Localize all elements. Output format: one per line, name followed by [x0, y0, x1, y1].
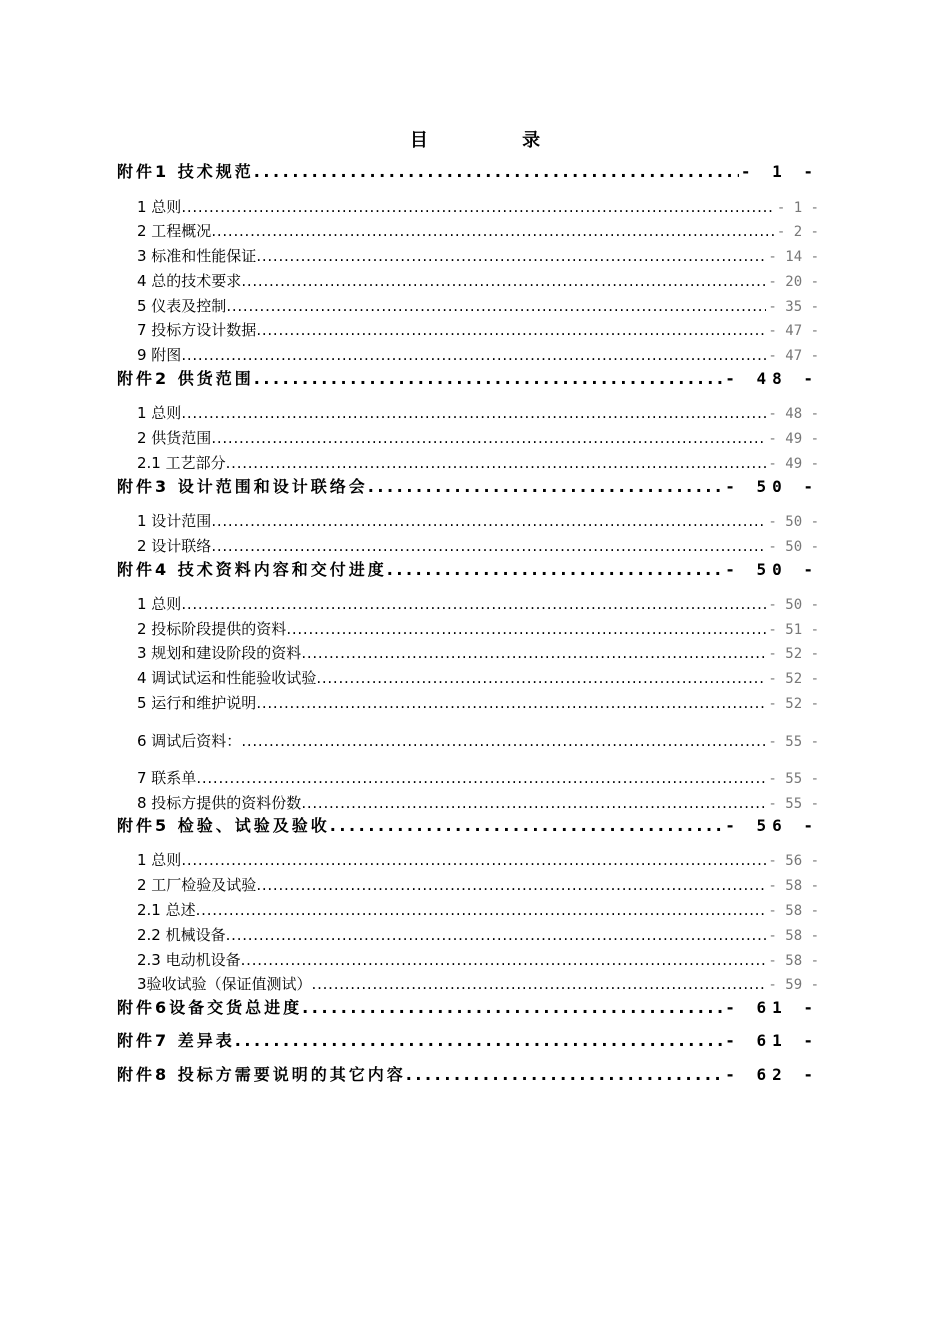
toc-entry[interactable] [137, 667, 819, 689]
toc-entry-page: - 49 - [768, 431, 819, 447]
toc-entry-page: - 2 - [776, 224, 819, 240]
dot-leader [301, 642, 766, 664]
toc-entry[interactable] [137, 973, 819, 995]
toc-entry-label: 2 投标阶段提供的资料 [137, 620, 287, 638]
toc-entry-label: 2 供货范围 [137, 429, 212, 447]
toc-entry-page: - 62 - [725, 1065, 819, 1084]
toc-entry-label: 1 总则 [137, 851, 182, 869]
toc-entry-page: - 50 - [768, 539, 819, 555]
toc-entry-label: 附件3 设计范围和设计联络会 [117, 477, 368, 496]
dot-leader [254, 368, 723, 390]
toc-entry[interactable] [137, 849, 819, 871]
dot-leader [181, 593, 766, 615]
dot-leader [181, 196, 775, 218]
toc-entry[interactable] [137, 319, 819, 341]
toc-entry-label: 附件5 检验、试验及验收 [117, 816, 330, 835]
toc-entry[interactable] [137, 270, 819, 292]
dot-leader [256, 319, 766, 341]
dot-leader [312, 973, 767, 995]
dot-leader [256, 245, 766, 267]
toc-entry-label: 8 投标方提供的资料份数 [137, 794, 302, 812]
toc-entry-page: - 50 - [768, 597, 819, 613]
toc-entry[interactable] [137, 692, 819, 714]
toc-entry[interactable] [137, 510, 819, 532]
toc-entry-page: - 55 - [768, 734, 819, 750]
toc-entry[interactable] [137, 792, 819, 814]
toc-entry-label: 4 总的技术要求 [137, 272, 242, 290]
toc-entry-page: - 58 - [768, 953, 819, 969]
toc-entry-page: - 35 - [768, 299, 819, 315]
toc-entry-label: 2.2 机械设备 [137, 926, 226, 944]
dot-leader [387, 559, 723, 581]
dot-leader [286, 618, 766, 640]
toc-entry-page: - 55 - [768, 796, 819, 812]
toc-entry-page: - 50 - [725, 477, 819, 496]
toc-entry-page: - 1 - [740, 162, 819, 181]
toc-entry-label: 7 联系单 [137, 769, 197, 787]
dot-leader [256, 692, 766, 714]
dot-leader [196, 899, 767, 921]
toc-entry-label: 1 总则 [137, 595, 182, 613]
toc-entry-label: 1 设计范围 [137, 512, 212, 530]
toc-entry-label: 3 规划和建设阶段的资料 [137, 644, 302, 662]
dot-leader [226, 452, 767, 474]
toc-title: 目 录 [409, 130, 585, 151]
dot-leader [330, 815, 723, 837]
toc-entry[interactable] [137, 344, 819, 366]
toc-entry[interactable] [137, 535, 819, 557]
toc-entry[interactable] [137, 874, 819, 896]
toc-entry[interactable] [137, 924, 819, 946]
dot-leader [316, 667, 766, 689]
dot-leader [368, 476, 723, 498]
toc-entry-page: - 59 - [768, 977, 819, 993]
dot-leader [211, 427, 766, 449]
toc-entry-page: - 52 - [768, 646, 819, 662]
toc-entry-page: - 14 - [768, 249, 819, 265]
toc-entry[interactable] [137, 220, 819, 242]
toc-entry[interactable] [137, 618, 819, 640]
toc-entry-label: 3 标准和性能保证 [137, 247, 257, 265]
dot-leader [301, 792, 766, 814]
toc-entry-page: - 55 - [768, 771, 819, 787]
toc-entry-label: 附件2 供货范围 [117, 369, 254, 388]
toc-entry-page: - 61 - [725, 998, 819, 1017]
dot-leader [241, 730, 766, 752]
dot-leader [181, 344, 766, 366]
dot-leader [211, 510, 766, 532]
toc-entry[interactable] [137, 402, 819, 424]
toc-entry-page: - 52 - [768, 671, 819, 687]
toc-entry-page: - 58 - [768, 928, 819, 944]
dot-leader [235, 1030, 723, 1052]
toc-entry-page: - 56 - [768, 853, 819, 869]
toc-entry-label: 附件8 投标方需要说明的其它内容 [117, 1065, 406, 1084]
toc-entry-label: 2 工程概况 [137, 222, 212, 240]
toc-entry-page: - 50 - [768, 514, 819, 530]
toc-entry[interactable] [137, 767, 819, 789]
toc-entry-label: 4 调试试运和性能验收试验 [137, 669, 317, 687]
dot-leader [254, 161, 739, 183]
toc-entry[interactable] [137, 642, 819, 664]
toc-entry-label: 3验收试验（保证值测试） [137, 975, 312, 993]
toc-entry-page: - 47 - [768, 323, 819, 339]
toc-entry-page: - 51 - [768, 622, 819, 638]
toc-entry[interactable] [117, 815, 819, 837]
toc-entry[interactable] [117, 1064, 819, 1086]
toc-entry-label: 7 投标方设计数据 [137, 321, 257, 339]
toc-entry-page: - 48 - [768, 406, 819, 422]
toc-entry[interactable] [117, 997, 819, 1019]
dot-leader [302, 997, 723, 1019]
toc-entry-page: - 58 - [768, 903, 819, 919]
toc-entry-label: 5 仪表及控制 [137, 297, 227, 315]
toc-entry[interactable] [137, 295, 819, 317]
dot-leader [211, 535, 766, 557]
toc-entry[interactable] [137, 730, 819, 752]
toc-entry-label: 1 总则 [137, 198, 182, 216]
toc-entry-label: 2 设计联络 [137, 537, 212, 555]
toc-entry-page: - 56 - [725, 816, 819, 835]
toc-entry[interactable] [117, 559, 819, 581]
toc-entry-label: 2.1 工艺部分 [137, 454, 226, 472]
dot-leader [406, 1064, 723, 1086]
toc-entry-page: - 47 - [768, 348, 819, 364]
toc-entry-label: 6 调试后资料： [137, 732, 242, 750]
toc-entry-page: - 50 - [725, 560, 819, 579]
dot-leader [211, 220, 775, 242]
dot-leader [241, 270, 766, 292]
dot-leader [226, 295, 766, 317]
toc-entry-label: 9 附图 [137, 346, 182, 364]
toc-entry[interactable] [117, 368, 819, 390]
toc-entry-label: 附件1 技术规范 [117, 162, 254, 181]
dot-leader [196, 767, 766, 789]
toc-entry[interactable] [137, 593, 819, 615]
toc-entry-label: 2.3 电动机设备 [137, 951, 241, 969]
dot-leader [181, 402, 766, 424]
toc-entry[interactable] [137, 196, 819, 218]
toc-entry[interactable] [137, 427, 819, 449]
toc-entry[interactable] [117, 161, 819, 183]
toc-entry-label: 2 工厂检验及试验 [137, 876, 257, 894]
toc-entry[interactable] [117, 1030, 819, 1052]
toc-entry-label: 1 总则 [137, 404, 182, 422]
toc-entry[interactable] [137, 949, 819, 971]
dot-leader [256, 874, 766, 896]
toc-entry-label: 附件7 差异表 [117, 1031, 235, 1050]
toc-entry-label: 5 运行和维护说明 [137, 694, 257, 712]
toc-entry-label: 附件4 技术资料内容和交付进度 [117, 560, 387, 579]
toc-entry-page: - 20 - [768, 274, 819, 290]
toc-entry-page: - 1 - [776, 200, 819, 216]
toc-entry-page: - 61 - [725, 1031, 819, 1050]
dot-leader [181, 849, 766, 871]
toc-entry[interactable] [137, 899, 819, 921]
toc-entry[interactable] [117, 476, 819, 498]
dot-leader [241, 949, 767, 971]
toc-entry-label: 附件6设备交货总进度 [117, 998, 303, 1017]
toc-entry-label: 2.1 总述 [137, 901, 196, 919]
toc-entry[interactable] [137, 245, 819, 267]
toc-entry[interactable] [137, 452, 819, 474]
dot-leader [226, 924, 767, 946]
toc-entry-page: - 48 - [725, 369, 819, 388]
toc-entry-page: - 58 - [768, 878, 819, 894]
toc-entry-page: - 49 - [768, 456, 819, 472]
toc-entry-page: - 52 - [768, 696, 819, 712]
